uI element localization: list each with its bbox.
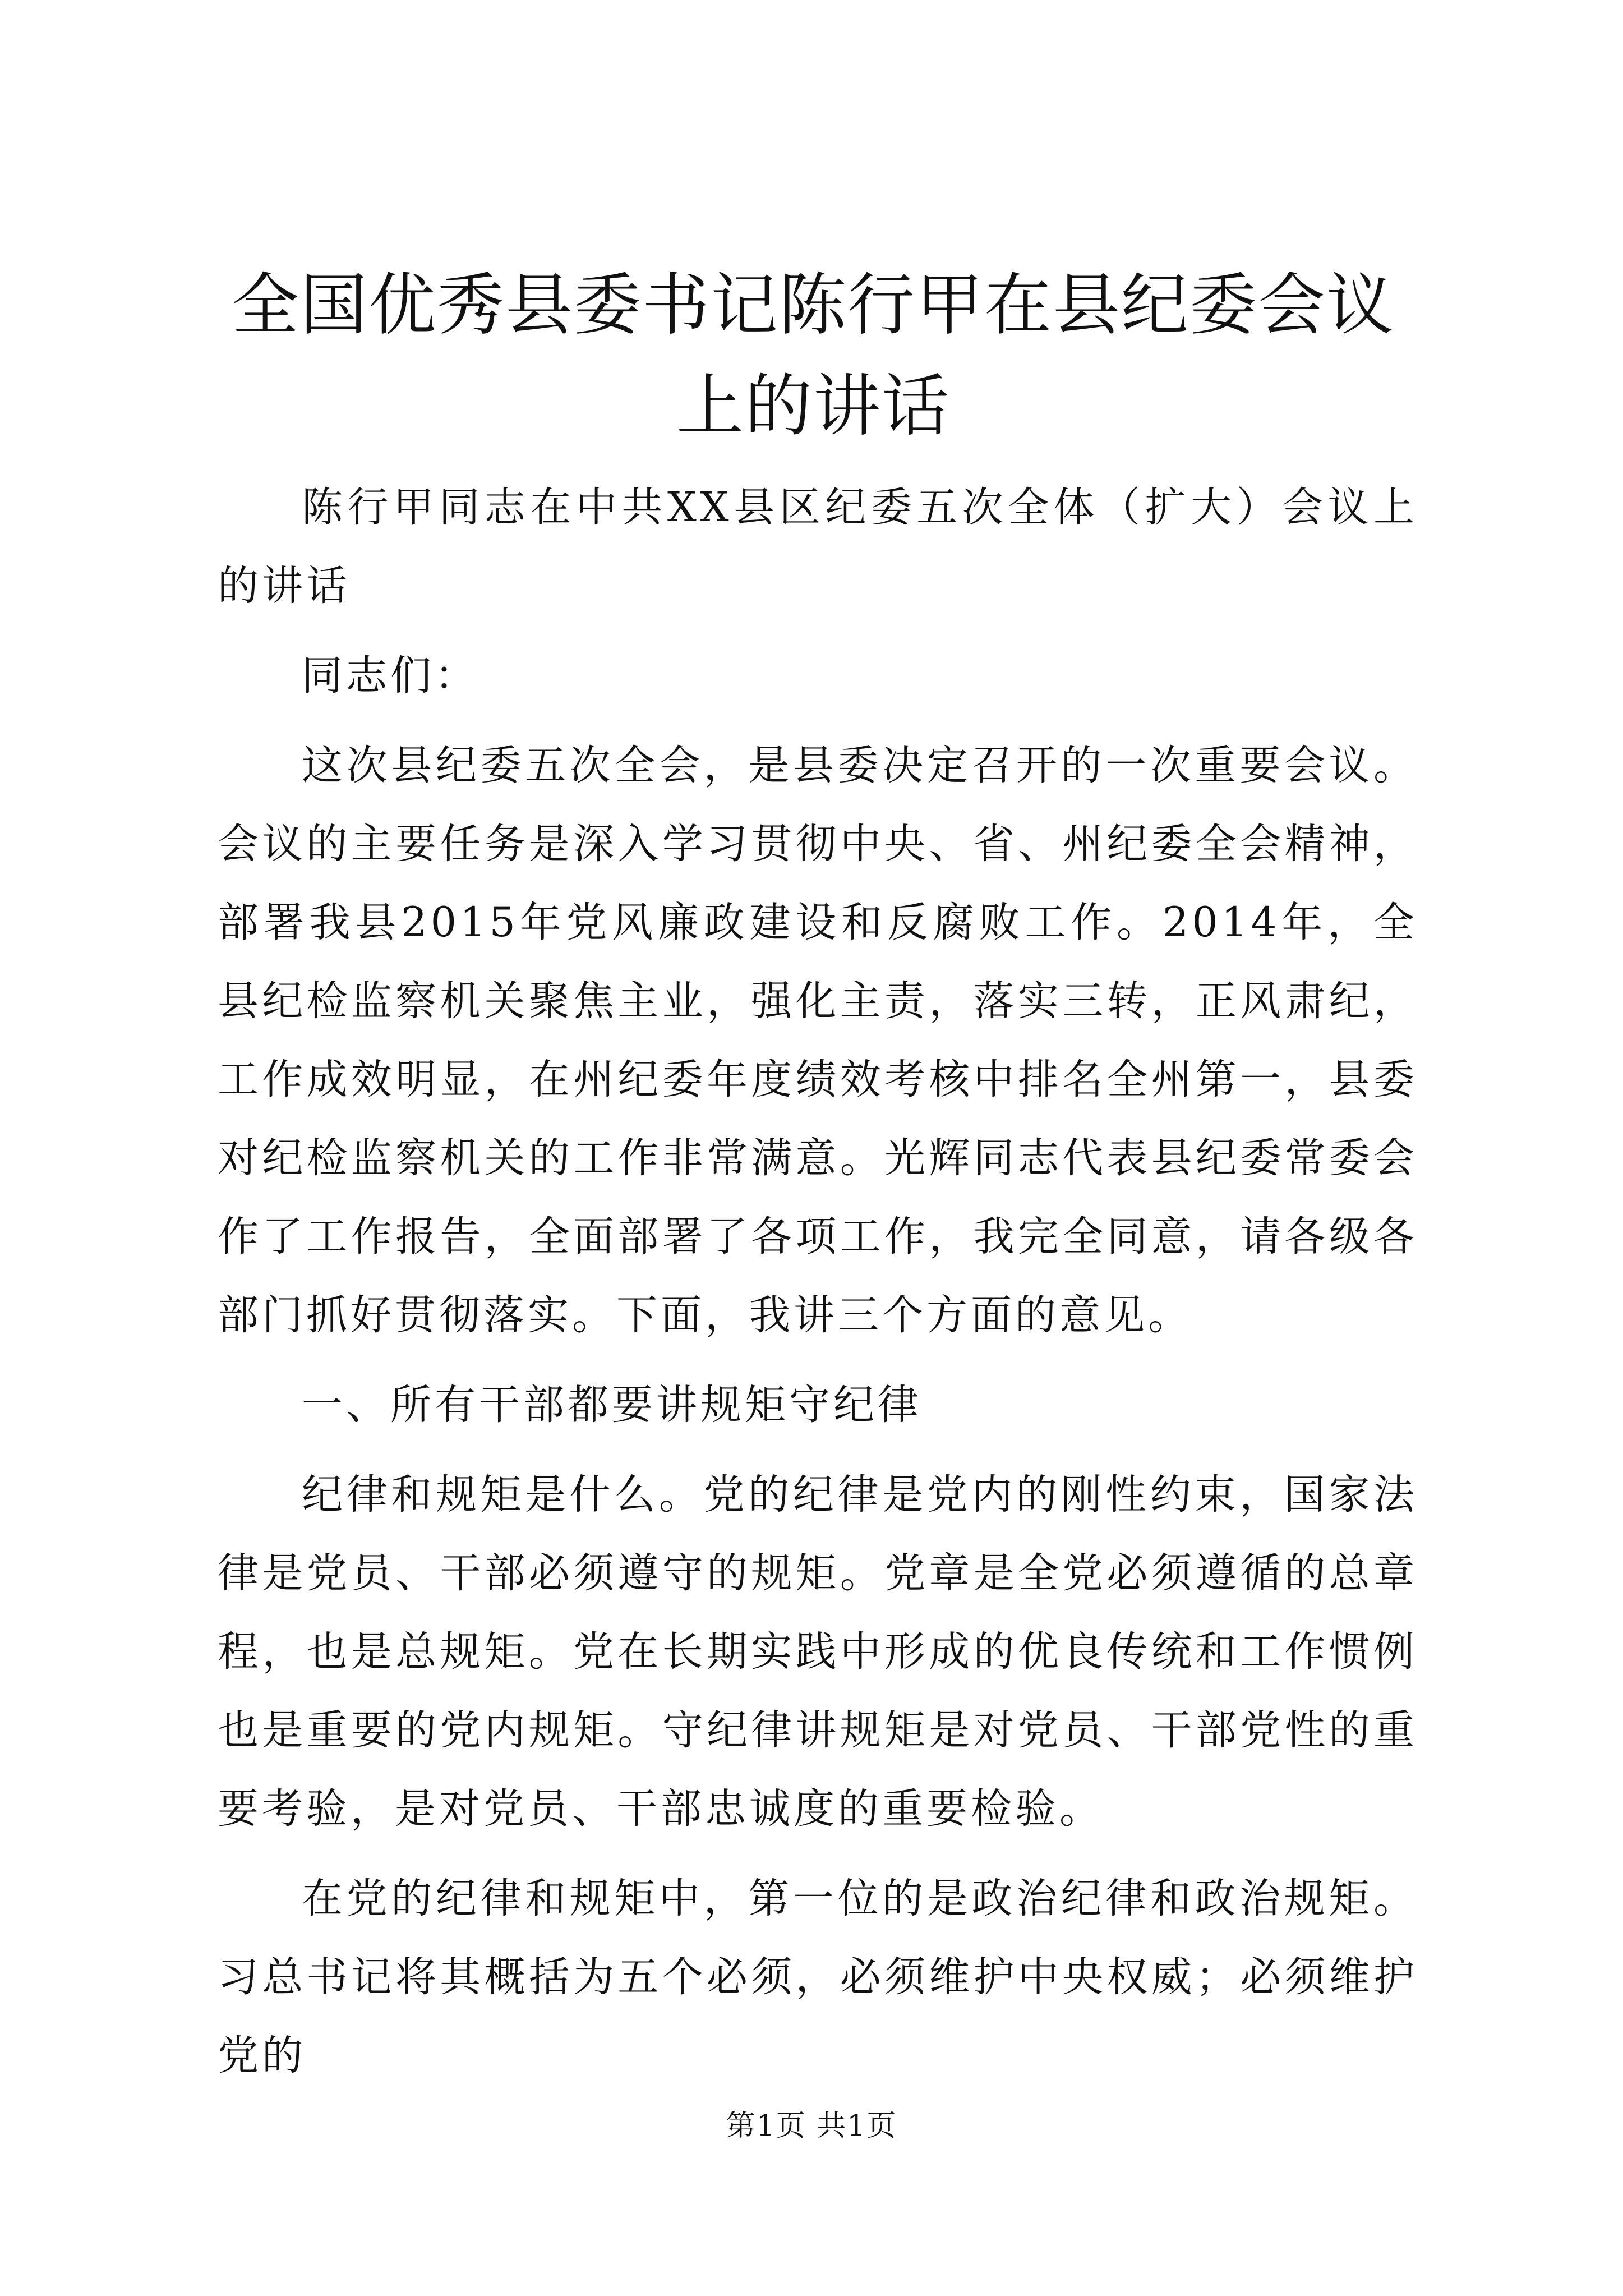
salutation-paragraph: 同志们： <box>302 652 479 700</box>
page-footer: 第1页 共1页 <box>726 2109 897 2143</box>
body-paragraph: 纪律和规矩是什么。党的纪律是党内的刚性约束，国家法律是党员、干部必须遵守的规矩。党章是全党必须遵循的总章程，也是总规矩。党在长期实践中形成的优良传统和工作惯例也是重要的党内规矩。守纪律讲规矩是对党员、干部党性的重要考验，是对党员、干部忠诚度的重要检验。 <box>218 1471 1418 1833</box>
body-paragraph: 在党的纪律和规矩中，第一位的是政治纪律和政治规矩。习总书记将其概括为五个必须，必须维护中央权威；必须维护党的 <box>218 1875 1418 2079</box>
document-body <box>218 468 1418 2106</box>
subtitle-paragraph: 陈行甲同志在中共XX县区纪委五次全体（扩大）会议上的讲话 <box>218 484 1418 610</box>
section-heading: 一、所有干部都要讲规矩守纪律 <box>302 1381 922 1429</box>
body-paragraph: 这次县纪委五次全会，是县委决定召开的一次重要会议。会议的主要任务是深入学习贯彻中央、省、州纪委全会精神，部署我县2015年党风廉政建设和反腐败工作。2014年，全县纪检监察机关聚焦主业，强化主责，落实三转，正风肃纪，工作成效明显，在州纪委年度绩效考核中排名全州第一，县委对纪检监察机关的工作非常满意。光辉同志代表县纪委常委会作了工作报告，全面部署了各项工作，我完全同意，请各级各部门抓好贯彻落实。下面，我讲三个方面的意见。 <box>218 742 1418 1339</box>
document-title: 全国优秀县委书记陈行甲在县纪委会议上的讲话 <box>232 266 1395 445</box>
